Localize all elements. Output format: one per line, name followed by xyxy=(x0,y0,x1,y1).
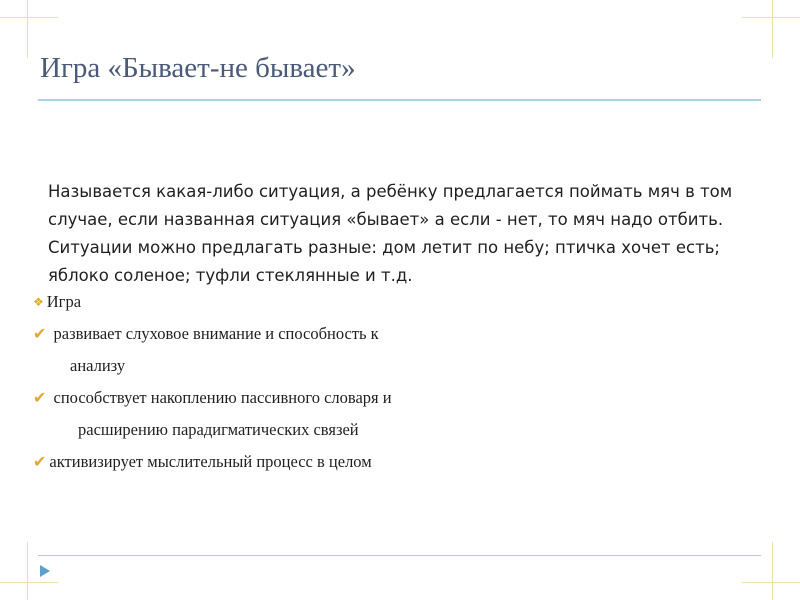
check-icon: ✔ xyxy=(33,326,47,343)
play-arrow-icon[interactable] xyxy=(40,565,50,577)
slide-title: Игра «Бывает-не бывает» xyxy=(40,52,356,84)
check-icon: ✔ xyxy=(33,390,47,407)
corner-line xyxy=(27,542,28,600)
list-item-text: развивает слуховое внимание и способность к xyxy=(49,324,379,343)
title-divider xyxy=(38,99,761,101)
corner-line xyxy=(0,17,58,18)
corner-line xyxy=(772,0,773,58)
list-item-text: способствует накоплению пассивного словаря и xyxy=(49,388,392,407)
list-item-text: активизирует мыслительный процесс в целом xyxy=(49,452,372,471)
check-icon: ✔ xyxy=(33,454,47,471)
list-item xyxy=(33,452,372,472)
diamond-bullet-icon: ❖ xyxy=(33,295,44,309)
footer-divider xyxy=(38,555,761,556)
description-paragraph: Называется какая-либо ситуация, а ребёнку предлагается поймать мяч в том случае, если названная ситуация «бывает» а если - нет, то мяч надо отбить. Ситуации можно предлагать разные: дом летит по небу; птичка хочет есть; яблоко соленое; туфли стеклянные и т.д. xyxy=(48,182,733,285)
corner-line xyxy=(742,17,800,18)
list-item-text: анализу xyxy=(70,356,126,375)
list-item xyxy=(70,356,125,376)
list-item-text: Игра xyxy=(46,292,82,311)
corner-line xyxy=(742,582,800,583)
corner-line xyxy=(27,0,28,58)
list-item xyxy=(33,324,379,344)
list-item xyxy=(33,292,81,312)
list-item-text: расширению парадигматических связей xyxy=(78,420,359,439)
corner-line xyxy=(772,542,773,600)
list-item xyxy=(33,388,392,408)
list-item xyxy=(78,420,359,440)
corner-line xyxy=(0,582,58,583)
